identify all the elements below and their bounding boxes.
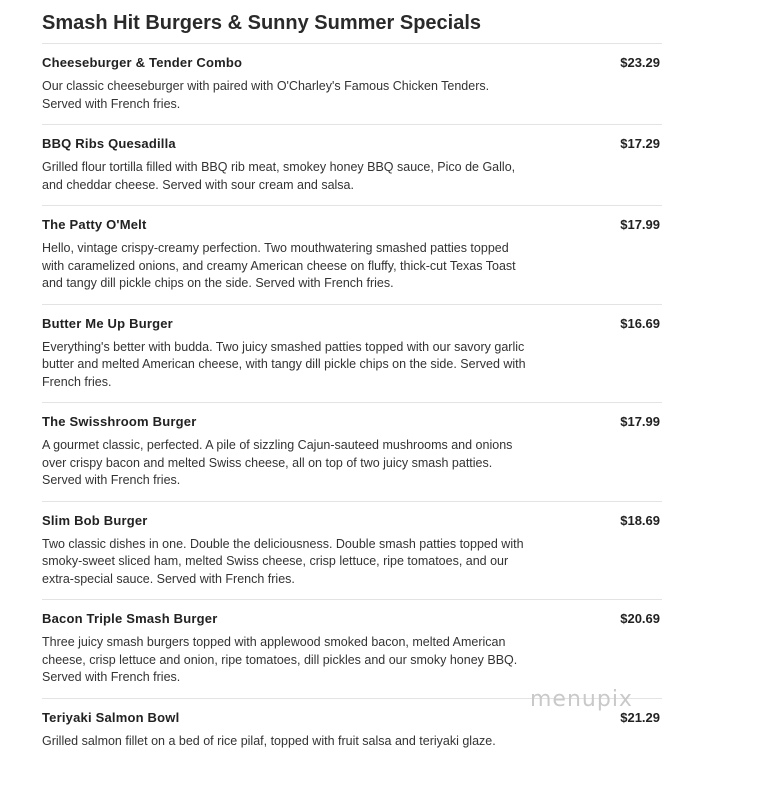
menu-item-description: Three juicy smash burgers topped with applewood smoked bacon, melted American cheese, crisp lettuce and onion, ripe tomatoes, dill pickles and our smoky honey BBQ. Served with French fries. [42, 635, 518, 684]
menu-item-header [42, 316, 662, 337]
menu-item-name: Bacon Triple Smash Burger [42, 611, 218, 626]
menu-item-description: Our classic cheeseburger with paired with O'Charley's Famous Chicken Tenders. Served with French fries. [42, 79, 490, 111]
watermark-logo: menupix [530, 687, 633, 712]
menu-item-name: Butter Me Up Burger [42, 315, 173, 331]
menu-item-price: $17.99 [620, 217, 660, 232]
menu-item-name: Slim Bob Burger [42, 512, 148, 528]
menu-item-price: $17.99 [620, 414, 660, 429]
menu-item [42, 502, 662, 601]
menu-item [42, 44, 662, 125]
menu-item-header [42, 55, 662, 76]
menu-item-price: $20.69 [620, 611, 660, 626]
menu-item-name: Teriyaki Salmon Bowl [42, 709, 180, 725]
menu-item-description: Two classic dishes in one. Double the deliciousness. Double smash patties topped with smoky-sweet sliced ham, melted Swiss cheese, crisp lettuce, ripe tomatoes, and our extra-special sauce. Served with French fries. [42, 536, 524, 586]
menu-item [42, 403, 662, 502]
menu-item-description: Everything's better with budda. Two juicy smashed patties topped with our savory garlic butter and melted American cheese, with tangy dill pickle chips on the side. Served with French fries. [42, 339, 526, 389]
menu-item-price: $16.69 [620, 315, 660, 331]
menu-item-description: Hello, vintage crispy-creamy perfection. Two mouthwatering smashed patties topped with caramelized onions, and creamy American cheese on fluffy, thick-cut Texas Toast and tangy dill pickle chips on the side. Served with French fries. [42, 241, 516, 290]
menu-item-header [42, 710, 662, 731]
menu-item-description: Grilled flour tortilla filled with BBQ rib meat, smokey honey BBQ sauce, Pico de Gallo, and cheddar cheese. Served with sour cream and salsa. [42, 160, 516, 192]
menu-item-name: Cheeseburger & Tender Combo [42, 55, 243, 70]
menu-item-name: The Swisshroom Burger [42, 414, 197, 429]
menu-item [42, 125, 662, 206]
menu-item-name: The Patty O'Melt [42, 217, 147, 232]
menu-item-list [42, 44, 662, 761]
menu-item-price: $17.29 [620, 136, 660, 151]
menu-item-price: $21.29 [620, 709, 660, 725]
menu-item [42, 600, 662, 699]
menu-item-description: A gourmet classic, perfected. A pile of sizzling Cajun-sauteed mushrooms and onions over crispy bacon and melted Swiss cheese, all on top of two juicy smash patties. Served with French fries. [42, 438, 513, 487]
menu-item-header [42, 611, 662, 632]
menu-item-description: Grilled salmon fillet on a bed of rice pilaf, topped with fruit salsa and teriyaki glaze. [42, 733, 496, 748]
menu-item [42, 206, 662, 305]
menu-title: Smash Hit Burgers & Sunny Summer Specials [42, 10, 662, 44]
menu-item-header [42, 217, 662, 238]
menu-item-name: BBQ Ribs Quesadilla [42, 136, 176, 151]
menu-item-header [42, 414, 662, 435]
menu-item-header [42, 513, 662, 534]
menu-item-price: $23.29 [620, 55, 660, 70]
menu-item [42, 305, 662, 404]
menu-item-header [42, 136, 662, 157]
menu-item-price: $18.69 [620, 512, 660, 528]
menu-section [42, 10, 662, 761]
